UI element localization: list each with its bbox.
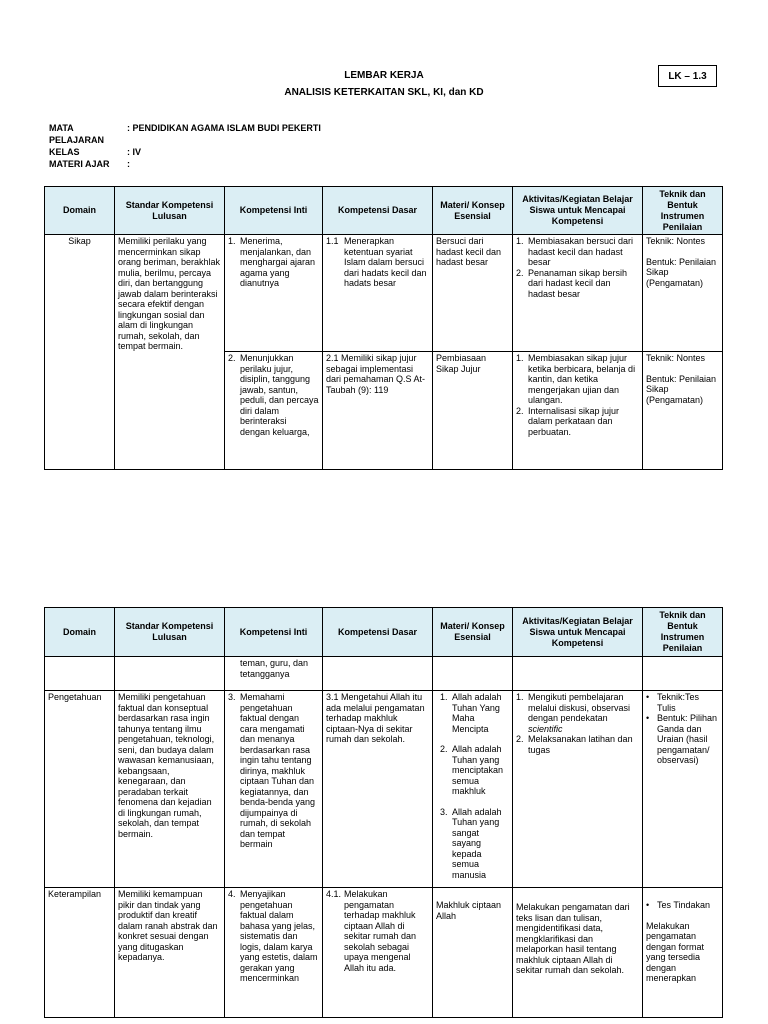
meta-mapel-value: : PENDIDIKAN AGAMA ISLAM BUDI PEKERTI [127,123,321,133]
ki-text: Menerima, menjalankan, dan menghargai ajaran agama yang dianutnya [240,236,316,288]
list-number: 2. [516,405,524,416]
kd-text: Menerapkan ketentuan syariat Islam dalam bersuci dari hadats kecil dan hadats besar [344,236,427,288]
materi-cell: Pembiasaan Sikap Jujur [433,352,513,470]
meta-mapel-label: MATA PELAJARAN [49,123,105,145]
list-item [516,353,639,406]
aktivitas-number: 1. [516,692,524,702]
analysis-table-2 [44,607,723,1018]
ki-cell [225,888,323,1018]
ki-text: Menunjukkan perilaku jujur, disiplin, tanggung jawab, santun, peduli, dan percaya diri dalam berinteraksi dengan keluarga, [240,353,319,437]
teknik-cell [643,352,723,470]
aktivitas-italic-term: scientific [528,723,563,734]
list-text: Allah adalah Tuhan yang sangat sayang kepada semua manusia [452,806,502,880]
kd-cell: 3.1 Mengetahui Allah itu ada melalui pengamatan terhadap makhluk ciptaan-Nya di sekitar rumah dan sekolah. [323,691,433,888]
col-header-kd: Kompetensi Dasar [323,608,433,657]
domain-cell: Keterampilan [45,888,115,1018]
aktivitas-cell [513,657,643,691]
list-text: Penanaman sikap bersih dari hadast kecil dan hadast besar [528,267,628,299]
col-header-aktivitas: Aktivitas/Kegiatan Belajar Siswa untuk Mencapai Kompetensi [513,608,643,657]
col-header-skl: Standar Kompetensi Lulusan [115,187,225,235]
bullet-icon: • [646,713,650,723]
meta-kelas-label: KELAS [49,147,80,157]
col-header-teknik: Teknik dan Bentuk Instrumen Penilaian [643,608,723,657]
col-header-materi: Materi/ Konsep Esensial [433,187,513,235]
aktivitas-text: Mengikuti pembelajaran melalui diskusi, observasi dengan pendekatan [528,692,631,723]
col-header-materi: Materi/ Konsep Esensial [433,608,513,657]
meta-kelas-value: : IV [127,147,142,157]
teknik-cell [643,235,723,352]
list-text: Allah adalah Tuhan Yang Maha Mencipta [452,692,502,734]
list-item [516,406,639,438]
col-header-aktivitas: Aktivitas/Kegiatan Belajar Siswa untuk Mencapai Kompetensi [513,187,643,235]
ki-text-continued: teman, guru, dan tetangganya [240,658,309,679]
domain-cell [45,657,115,691]
col-header-ki: Kompetensi Inti [225,187,323,235]
col-header-domain: Domain [45,187,115,235]
ki-text: Memahami pengetahuan faktual dengan cara mengamati dan menanya berdasarkan rasa ingin tahu tentang dirinya, makhluk ciptaan Tuhan dan kegiatannya, dan benda-benda yang dijumpainya di rumah, di sekolah dan tempat bermain [240,692,316,849]
teknik-text: Bentuk: Pilihan Ganda dan Uraian (hasil pengamatan/ observasi) [657,713,718,765]
bullet-icon: • [646,692,650,702]
list-item [516,268,639,300]
table-row [45,888,723,1018]
teknik-cell [643,691,723,888]
materi-cell [433,657,513,691]
list-text: Allah adalah Tuhan yang menciptakan semua makhluk [452,744,504,796]
table-row [45,235,723,352]
aktivitas-text: Melaksanakan latihan dan tugas [528,734,633,755]
teknik-label: Teknik: Nontes [646,353,706,363]
kd-cell: 2.1 Memiliki sikap jujur sebagai implementasi dari pemahaman Q.S At-Taubah (9): 119 [323,352,433,470]
list-item [440,692,509,734]
col-header-skl: Standar Kompetensi Lulusan [115,608,225,657]
ki-number: 4. [228,889,236,899]
kd-number: 1.1 [326,236,339,246]
list-number: 1. [516,236,524,246]
teknik-text: Tes Tindakan [657,900,711,910]
col-header-teknik: Teknik dan Bentuk Instrumen Penilaian [643,187,723,235]
ki-number: 2. [228,353,236,363]
ki-cell [225,657,323,691]
aktivitas-cell [513,691,643,888]
teknik-label: Teknik: Nontes [646,236,706,246]
kd-cell [323,235,433,352]
aktivitas-cell: Melakukan pengamatan dari teks lisan dan tulisan, mengidentifikasi data, mengklarifikasi dan melaporkan hasil tentang makhluk ciptaan Allah di sekitar rumah dan sekolah. [513,888,643,1018]
aktivitas-number: 2. [516,734,524,744]
ki-number: 1. [228,236,236,246]
col-header-domain: Domain [45,608,115,657]
lk-code-box: LK – 1.3 [658,65,717,87]
list-number: 2. [440,744,448,754]
table-header-row [45,608,723,657]
skl-cell [115,657,225,691]
list-item [646,692,719,713]
list-number: 1. [516,353,524,363]
list-text: Internalisasi sikap jujur dalam perkataan dan perbuatan. [528,405,620,437]
skl-cell: Memiliki perilaku yang mencerminkan sikap orang beriman, berakhlak mulia, berilmu, percaya diri, dan bertanggung jawab dalam berinteraksi secara efektif dengan lingkungan sosial dan alam di lingkungan rumah, sekolah, dan tempat bermain. [115,235,225,470]
aktivitas-cell [513,352,643,470]
col-header-ki: Kompetensi Inti [225,608,323,657]
teknik-text: Teknik:Tes Tulis [657,692,700,713]
doc-title: LEMBAR KERJA [344,70,424,81]
list-text: Membiasakan bersuci dari hadast kecil dan hadast besar [528,236,634,267]
col-header-kd: Kompetensi Dasar [323,187,433,235]
list-item [440,807,509,881]
list-item [646,713,719,766]
skl-cell: Memiliki pengetahuan faktual dan konseptual berdasarkan rasa ingin tahunya tentang ilmu pengetahuan, teknologi, seni, dan budaya dalam wawasan kemanusiaan, kebangsaan, kenegaraan, dan peradaban terkait fenomena dan kejadian di lingkungan rumah, sekolah, dan tempat bermain. [115,691,225,888]
list-item [440,744,509,797]
domain-cell: Pengetahuan [45,691,115,888]
list-number: 2. [516,267,524,278]
table-row [45,657,723,691]
materi-cell [433,691,513,888]
teknik-cell [643,657,723,691]
list-item [516,236,639,268]
table-header-row [45,187,723,235]
doc-subtitle: ANALISIS KETERKAITAN SKL, KI, dan KD [284,87,484,98]
ki-number: 3. [228,692,236,702]
teknik-description: Melakukan pengamatan dengan format yang tersedia dengan menerapkan [646,920,705,983]
ki-cell [225,352,323,470]
bentuk-label: Bentuk: Penilaian Sikap (Pengamatan) [646,373,717,405]
meta-materi-value: : [127,159,130,169]
meta-info [49,122,321,170]
aktivitas-cell [513,235,643,352]
materi-cell: Bersuci dari hadast kecil dan hadast besar [433,235,513,352]
kd-cell [323,657,433,691]
list-text: Membiasakan sikap jujur ketika berbicara, belanja di kantin, dan ketika mengerjakan ujian dan ulangan. [528,353,636,405]
meta-materi-label: MATERI AJAR [49,159,110,169]
table-row [45,691,723,888]
ki-cell [225,235,323,352]
domain-cell: Sikap [45,235,115,470]
kd-text: Melakukan pengamatan terhadap makhluk ciptaan Allah di sekitar rumah dan sekolah sebagai upaya mengenal Allah itu ada. [344,889,417,973]
bullet-icon: • [646,900,650,910]
list-number: 3. [440,806,448,817]
bentuk-label: Bentuk: Penilaian Sikap (Pengamatan) [646,256,717,288]
skl-cell: Memiliki kemampuan pikir dan tindak yang produktif dan kreatif dalam ranah abstrak dan konkret sesuai dengan yang ditugaskan kepadanya. [115,888,225,1018]
ki-text: Menyajikan pengetahuan faktual dalam bahasa yang jelas, sistematis dan logis, dalam karya yang estetis, dalam gerakan yang mencerminkan [240,889,318,983]
list-number: 1. [440,692,448,702]
kd-cell [323,888,433,1018]
ki-cell [225,691,323,888]
analysis-table-1 [44,186,723,470]
kd-number: 4.1. [326,889,342,899]
teknik-cell [643,888,723,1018]
materi-cell: Makhluk ciptaan Allah [433,888,513,1018]
